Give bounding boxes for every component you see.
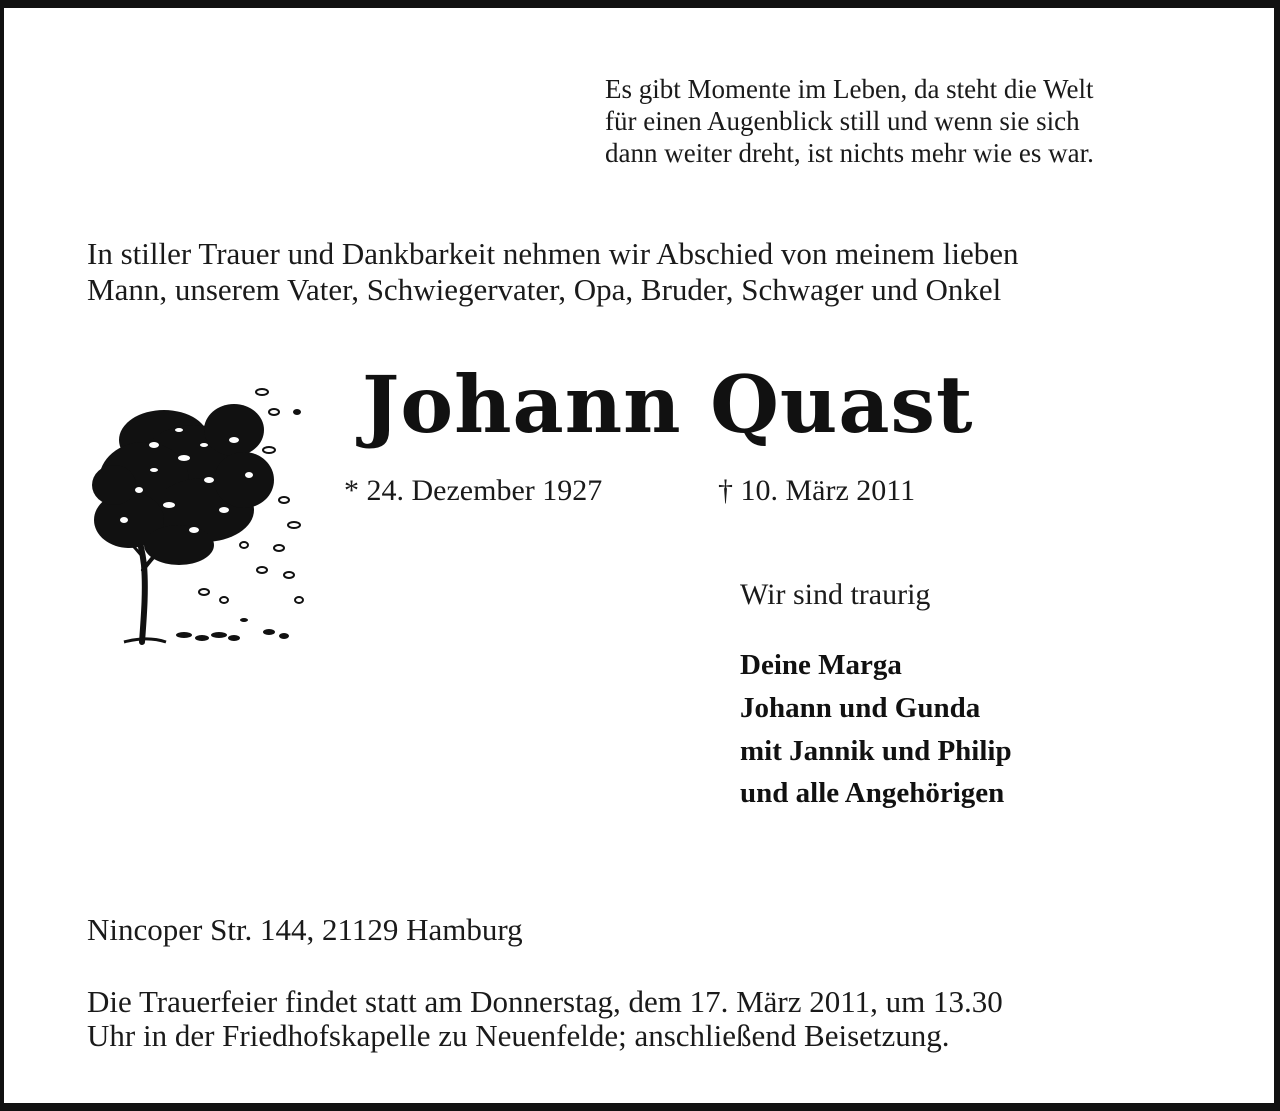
quote-line: Es gibt Momente im Leben, da steht die Welt	[605, 74, 1094, 104]
mourners-intro: Wir sind traurig	[740, 578, 931, 611]
mourner-name: und alle Angehörigen	[740, 777, 1005, 809]
intro-line: In stiller Trauer und Dankbarkeit nehmen wir Abschied von meinem lieben	[87, 236, 1019, 271]
windblown-tree-icon	[84, 370, 316, 650]
deceased-name: Johann Quast	[362, 358, 974, 451]
funeral-line: Uhr in der Friedhofskapelle zu Neuenfelde; anschließend Beisetzung.	[87, 1018, 950, 1053]
quote-line: dann weiter dreht, ist nichts mehr wie es war.	[605, 138, 1094, 168]
quote-line: für einen Augenblick still und wenn sie sich	[605, 106, 1080, 136]
death-date: † 10. März 2011	[718, 474, 916, 507]
mourner-name: Johann und Gunda	[740, 692, 981, 724]
mourner-name: Deine Marga	[740, 649, 902, 681]
address: Nincoper Str. 144, 21129 Hamburg	[87, 912, 523, 947]
funeral-line: Die Trauerfeier findet statt am Donnerstag, dem 17. März 2011, um 13.30	[87, 984, 1003, 1019]
intro-line: Mann, unserem Vater, Schwiegervater, Opa, Bruder, Schwager und Onkel	[87, 272, 1002, 307]
mourner-name: mit Jannik und Philip	[740, 735, 1012, 767]
birth-date: * 24. Dezember 1927	[344, 474, 603, 507]
